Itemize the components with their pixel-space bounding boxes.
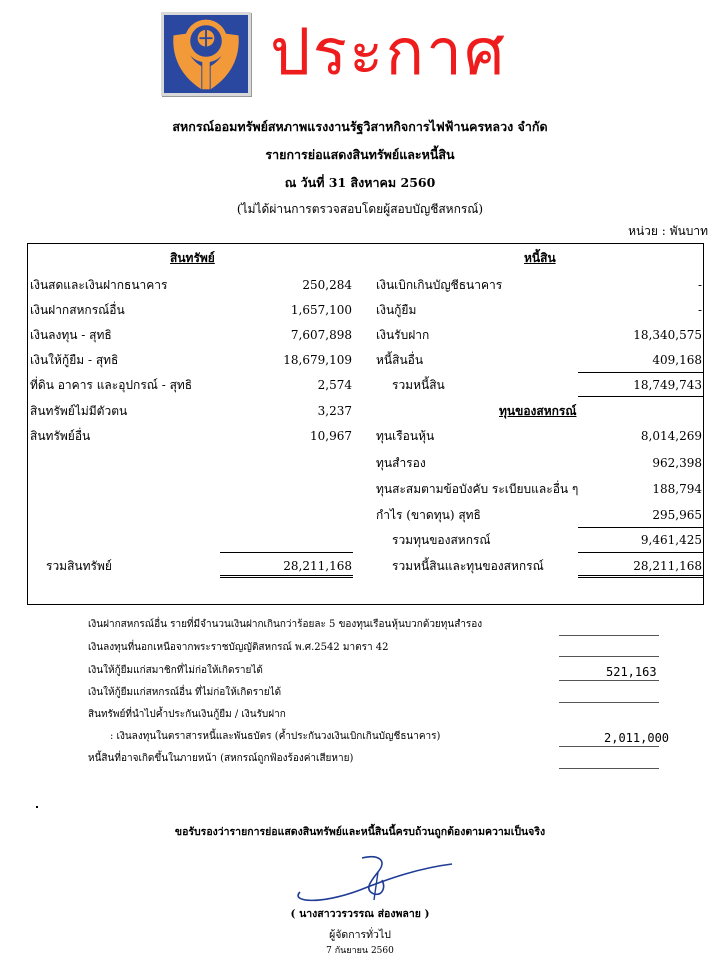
note-line: เงินลงทุนที่นอกเหนือจากพระราชบัญญัติสหกรณ์ พ.ศ.2542 มาตรา 42 [88, 642, 389, 653]
asset-label: สินทรัพย์ไม่มีตัวตน [30, 404, 128, 418]
liability-value: - [697, 303, 702, 317]
note-line: เงินฝากสหกรณ์อื่น รายที่มีจำนวนเงินฝากเกินกว่าร้อยละ 5 ของทุนเรือนหุ้นบวกด้วยทุนสำรอง [88, 619, 483, 630]
grand-total-rule [578, 552, 704, 553]
grand-total-label: รวมหนี้สินและทุนของสหกรณ์ [392, 559, 544, 573]
assets-total-rule [220, 552, 353, 553]
asset-value: 18,679,109 [283, 353, 352, 367]
liability-label: เงินเบิกเกินบัญชีธนาคาร [376, 278, 503, 292]
grand-total-double-rule [578, 575, 704, 578]
note-value-line [559, 702, 659, 703]
liability-label: เงินกู้ยืม [376, 303, 417, 317]
asset-value: 2,574 [317, 378, 352, 392]
note-line: เงินให้กู้ยืมแก่สหกรณ์อื่น ที่ไม่ก่อให้เกิดรายได้ [88, 687, 282, 698]
assets-total-double-rule [220, 575, 353, 578]
equity-label: ทุนเรือนหุ้น [376, 429, 435, 443]
equity-label: ทุนสำรอง [376, 456, 426, 470]
sign-date: 7 กันยายน 2560 [326, 946, 394, 956]
note-line: หนี้สินที่อาจเกิดขึ้นในภายหน้า (สหกรณ์ถูกฟ้องร้องค่าเสียหาย) [88, 753, 354, 764]
equity-label: กำไร (ขาดทุน) สุทธิ [376, 508, 481, 522]
assets-heading: สินทรัพย์ [170, 251, 215, 265]
asset-value: 1,657,100 [290, 303, 352, 317]
announcement-title: ประกาศ [270, 16, 507, 90]
liability-label: หนี้สินอื่น [376, 353, 424, 367]
liabilities-total-value: 18,749,743 [633, 378, 702, 392]
signer-name: ( นางสาววรวรรณ ส่องพลาย ) [290, 908, 430, 920]
liability-value: 18,340,575 [633, 328, 702, 342]
equity-value: 295,965 [652, 508, 702, 522]
signer-position: ผู้จัดการทั่วไป [329, 929, 391, 941]
assets-total-value: 28,211,168 [283, 559, 352, 573]
liability-label: เงินรับฝาก [376, 328, 430, 342]
equity-value: 8,014,269 [640, 429, 702, 443]
note-line [88, 731, 440, 743]
asset-label: เงินให้กู้ยืม - สุทธิ [30, 353, 119, 367]
asset-label: สินทรัพย์อื่น [30, 429, 91, 443]
assets-total-label: รวมสินทรัพย์ [46, 559, 112, 573]
note-value-line [559, 656, 659, 657]
logo-hands-icon [164, 15, 248, 93]
note-value-line [559, 635, 659, 636]
note-value: 521,163 [606, 665, 657, 679]
note-value-line [559, 680, 659, 681]
asset-value: 7,607,898 [290, 328, 352, 342]
audit-note: (ไม่ได้ผ่านการตรวจสอบโดยผู้สอบบัญชีสหกรณ์) [236, 202, 484, 216]
equity-value: 188,794 [652, 482, 702, 496]
asset-value: 250,284 [302, 278, 352, 292]
org-name: สหกรณ์ออมทรัพย์สหภาพแรงงานรัฐวิสาหกิจการไฟฟ้านครหลวง จำกัด [172, 119, 548, 134]
equity-total-rule [578, 527, 704, 528]
equity-value: 962,398 [652, 456, 702, 470]
note-value: 2,011,000 [604, 731, 670, 745]
liabilities-total-label: รวมหนี้สิน [392, 378, 445, 392]
equity-total-label: รวมทุนของสหกรณ์ [392, 533, 491, 547]
liabilities-total-rule [578, 372, 704, 373]
report-date: ณ วันที่ 31 สิงหาคม 2560 [284, 175, 436, 190]
asset-label: เงินฝากสหกรณ์อื่น [30, 303, 125, 317]
equity-heading: ทุนของสหกรณ์ [499, 404, 577, 418]
balance-sheet-frame [27, 243, 704, 605]
signature [290, 850, 460, 910]
scan-speck [36, 806, 38, 808]
asset-value: 10,967 [310, 429, 352, 443]
note-line: เงินให้กู้ยืมแก่สมาชิกที่ไม่ก่อให้เกิดรายได้ [88, 665, 263, 676]
asset-label: เงินสดและเงินฝากธนาคาร [30, 278, 168, 292]
note-value-line [559, 768, 659, 769]
report-title: รายการย่อแสดงสินทรัพย์และหนี้สิน [265, 147, 455, 162]
cooperative-logo [161, 12, 251, 96]
certification-statement: ขอรับรองว่ารายการย่อแสดงสินทรัพย์และหนี้สินนี้ครบถ้วนถูกต้องตามความเป็นจริง [174, 826, 546, 838]
asset-value: 3,237 [317, 404, 352, 418]
asset-label: เงินลงทุน - สุทธิ [30, 328, 112, 342]
grand-total-value: 28,211,168 [633, 559, 702, 573]
note-subline: : เงินลงทุนในตราสารหนี้และพันธบัตร (ค้ำประกันวงเงินเบิกเกินบัญชีธนาคาร) [110, 731, 441, 742]
liabilities-total-bottom-rule [578, 396, 704, 397]
unit-label: หน่วย : พันบาท [628, 224, 708, 238]
liabilities-heading: หนี้สิน [524, 251, 556, 265]
equity-label: ทุนสะสมตามข้อบังคับ ระเบียบและอื่น ๆ [376, 482, 579, 496]
equity-total-value: 9,461,425 [640, 533, 702, 547]
liability-value: - [697, 278, 702, 292]
asset-label: ที่ดิน อาคาร และอุปกรณ์ - สุทธิ [30, 378, 193, 392]
note-line: สินทรัพย์ที่นำไปค้ำประกันเงินกู้ยืม / เงินรับฝาก [88, 709, 286, 720]
note-value-line [559, 746, 659, 747]
liability-value: 409,168 [652, 353, 702, 367]
